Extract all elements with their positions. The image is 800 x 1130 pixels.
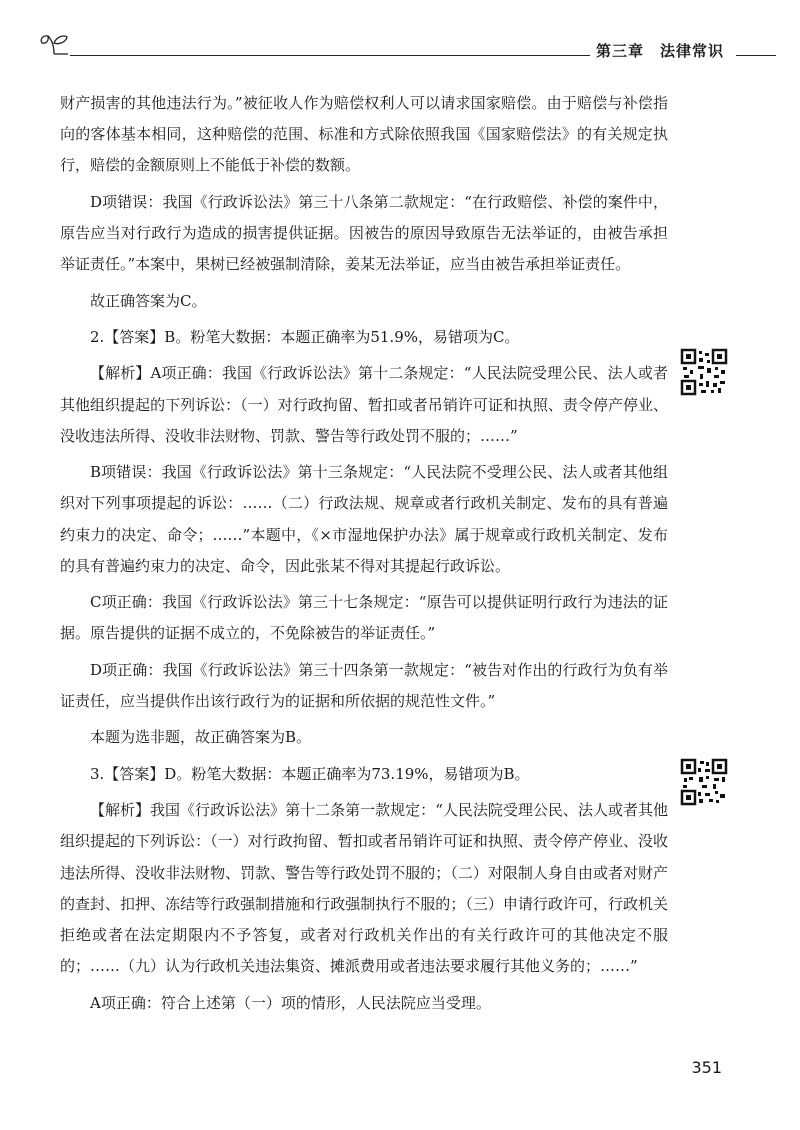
- paragraph: B项错误：我国《行政诉讼法》第十三条规定：“人民法院不受理公民、法人或者其他组织对下列事项提起的诉讼：……（二）行政法规、规章或者行政机关制定、发布的具有普遍约束力的决定、命令；……”本题中，《×市湿地保护办法》属于规章或行政机关制定、发布的具有普遍约束力的决定、命令，因此张某不得对其提起行政诉讼。: [60, 463, 668, 575]
- chapter-title: 第三章: [596, 42, 645, 60]
- header-rule-left: [70, 55, 590, 56]
- answer-heading: 2.【答案】B。粉笔大数据：本题正确率为51.9%，易错项为C。: [90, 327, 520, 346]
- page-body: [60, 88, 668, 1024]
- paragraph: 本题为选非题，故正确答案为B。: [90, 728, 312, 747]
- paragraph: 财产损害的其他违法行为。”被征收人作为赔偿权利人可以请求国家赔偿。由于赔偿与补偿指向的客体基本相同，这种赔偿的范围、标准和方式除依照我国《国家赔偿法》的有关规定执行，赔偿的金额原则上不能低于补偿的数额。: [60, 94, 668, 175]
- page-header: [0, 0, 800, 70]
- paragraph: 故正确答案为C。: [90, 291, 207, 310]
- qr-code-icon[interactable]: [680, 348, 728, 396]
- page-number: 351: [691, 1058, 722, 1077]
- header-rule-right: [736, 55, 776, 56]
- paragraph: C项正确：我国《行政诉讼法》第三十七条规定：“原告可以提供证明行政行为违法的证据。原告提供的证据不成立的，不免除被告的举证责任。”: [60, 593, 668, 643]
- leaf-icon: [38, 30, 72, 56]
- answer-heading: 3.【答案】D。粉笔大数据：本题正确率为73.19%，易错项为B。: [90, 764, 530, 783]
- paragraph: A项正确：符合上述第（一）项的情形，人民法院应当受理。: [90, 993, 491, 1012]
- section-title: 法律常识: [660, 42, 725, 60]
- analysis-paragraph: 【解析】A项正确：我国《行政诉讼法》第十二条规定：“人民法院受理公民、法人或者其他组织提起的下列诉讼：（一）对行政拘留、暂扣或者吊销许可证和执照、责令停产停业、没收违法所得、没收非法财物、罚款、警告等行政处罚不服的；……”: [60, 364, 668, 445]
- paragraph: D项错误：我国《行政诉讼法》第三十八条第二款规定：“在行政赔偿、补偿的案件中，原告应当对行政行为造成的损害提供证据。因被告的原因导致原告无法举证的，由被告承担举证责任。”本案中，果树已经被强制清除，姜某无法举证，应当由被告承担举证责任。: [60, 192, 668, 274]
- analysis-paragraph: 【解析】我国《行政诉讼法》第十二条第一款规定：“人民法院受理公民、法人或者其他组织提起的下列诉讼：（一）对行政拘留、暂扣或者吊销许可证和执照、责令停产停业、没收违法所得、没收非法财物、罚款、警告等行政处罚不服的；（二）对限制人身自由或者对财产的查封、扣押、冻结等行政强制措施和行政强制执行不服的；（三）申请行政许可，行政机关拒绝或者在法定期限内不予答复，或者对行政机关作出的有关行政许可的其他决定不服的；……（九）认为行政机关违法集资、摊派费用或者违法要求履行其他义务的；……”: [60, 801, 668, 976]
- qr-code-icon[interactable]: [680, 758, 728, 806]
- paragraph: D项正确：我国《行政诉讼法》第三十四条第一款规定：“被告对作出的行政行为负有举证责任，应当提供作出该行政行为的证据和所依据的规范性文件。”: [60, 660, 668, 710]
